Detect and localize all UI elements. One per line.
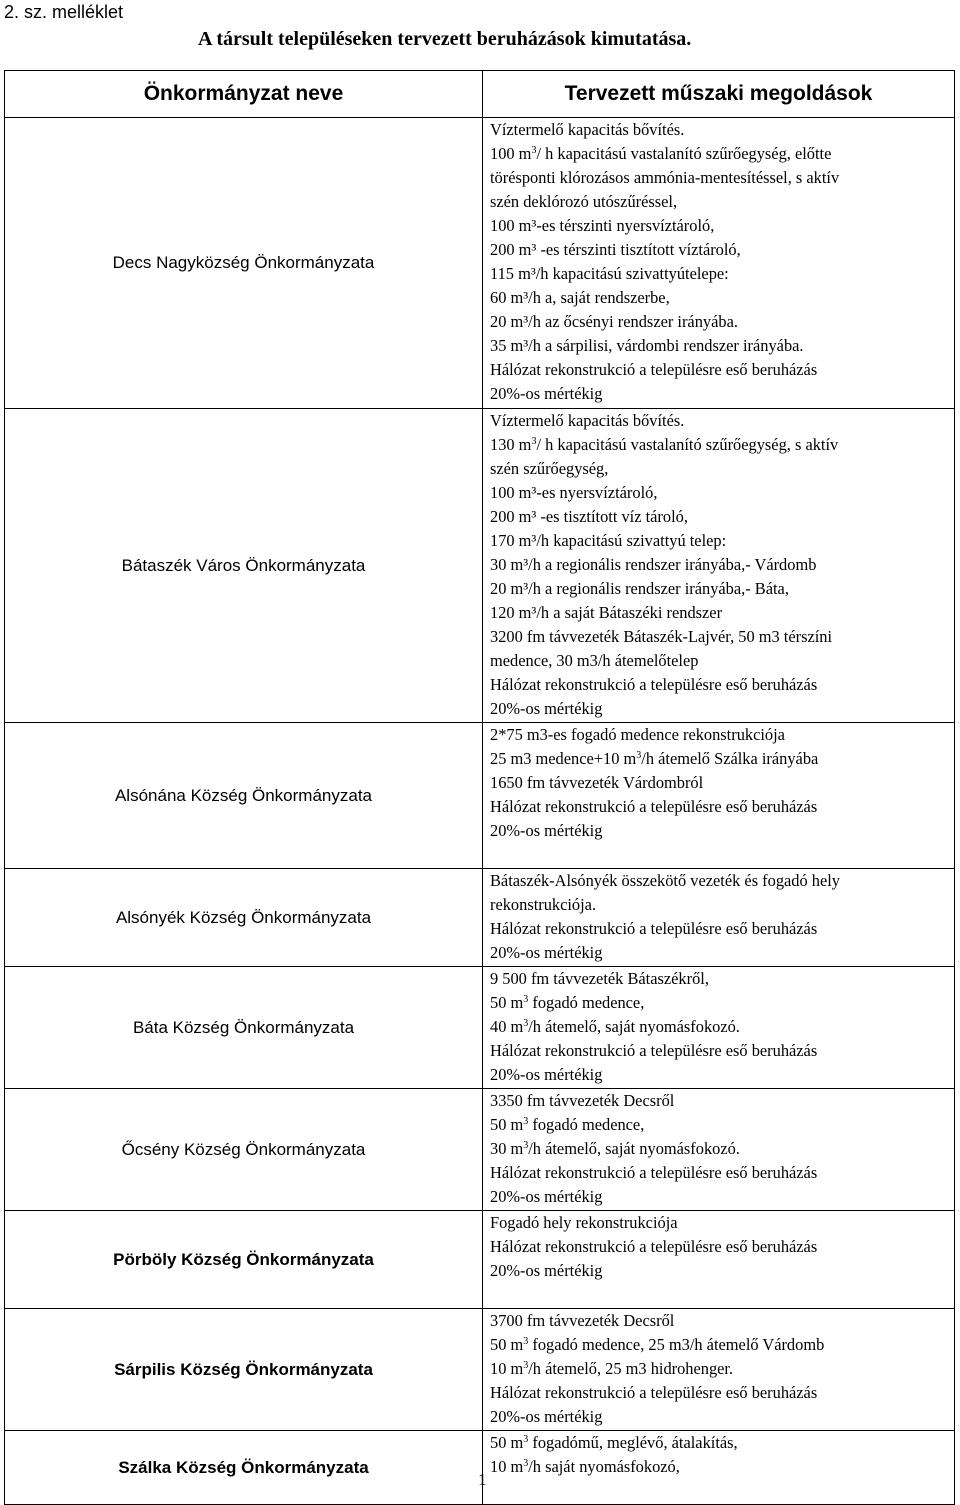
desc-line: 120 m³/h a saját Bátaszéki rendszer (490, 603, 723, 622)
desc-line: 60 m³/h a, saját rendszerbe, (490, 288, 670, 307)
desc-line: Hálózat rekonstrukció a településre eső beruházás (490, 1237, 818, 1256)
desc-line: 40 $m^3/h$ átemelő, saját nyomásfokozó. (490, 1017, 740, 1036)
solution-description (483, 723, 955, 869)
desc-line: 1650 fm távvezeték Várdombról (490, 773, 704, 792)
table-row (5, 409, 955, 723)
desc-line: 20%-os mértékig (490, 821, 603, 840)
desc-line: 50 $m^3$ fogadó medence, (490, 993, 645, 1012)
desc-line: 100 $m^3/$ h kapacitású vastalanító szűrőegység, előtte (490, 144, 832, 163)
desc-line: szén szűrőegység, (490, 459, 609, 478)
desc-line: 25 m3 medence+10 $m^3/h$ átemelő Szálka irányába (490, 749, 819, 768)
desc-line: 115 m³/h kapacitású szivattyútelepe: (490, 264, 729, 283)
solution-description (483, 409, 955, 723)
table-row (5, 1309, 955, 1431)
desc-line: 20%-os mértékig (490, 384, 603, 403)
desc-line: 130 $m^3/$ h kapacitású vastalanító szűrőegység, s aktív (490, 435, 839, 454)
municipality-name: Báta Község Önkormányzata (5, 967, 483, 1089)
desc-line: 3350 fm távvezeték Decsről (490, 1091, 675, 1110)
desc-line: 50 $m^3$ fogadó medence, (490, 1115, 645, 1134)
solution-description (483, 869, 955, 967)
desc-line: 20%-os mértékig (490, 1187, 603, 1206)
desc-line: Hálózat rekonstrukció a településre eső beruházás (490, 919, 818, 938)
desc-line: 30 m³/h a regionális rendszer irányába,- Várdomb (490, 555, 817, 574)
desc-line: rekonstrukciója. (490, 895, 597, 914)
desc-line: 50 $m^3$ fogadó medence, 25 m3/h átemelő Várdomb (490, 1335, 825, 1354)
desc-line: 3200 fm távvezeték Bátaszék-Lajvér, 50 m3 térszíni (490, 627, 833, 646)
solution-description (483, 1309, 955, 1431)
desc-line: Hálózat rekonstrukció a településre eső beruházás (490, 797, 818, 816)
municipality-name: Sárpilis Község Önkormányzata (5, 1309, 483, 1431)
desc-line: 10 $m^3/h$ átemelő, 25 m3 hidrohenger. (490, 1359, 734, 1378)
investment-table (4, 70, 955, 1505)
desc-line: 9 500 fm távvezeték Bátaszékről, (490, 969, 709, 988)
annex-label: 2. sz. melléklet (4, 2, 124, 22)
desc-line: 20%-os mértékig (490, 1407, 603, 1426)
desc-line: Bátaszék-Alsónyék összekötő vezeték és fogadó hely (490, 871, 841, 890)
desc-line: 30 $m^3/h$ átemelő, saját nyomásfokozó. (490, 1139, 740, 1158)
desc-line: 10 $m^3/h$ saját nyomásfokozó, (490, 1457, 680, 1476)
desc-line: Hálózat rekonstrukció a településre eső beruházás (490, 360, 818, 379)
table-row (5, 1431, 955, 1505)
municipality-name: Decs Nagyközség Önkormányzata (5, 118, 483, 409)
municipality-name: Pörböly Község Önkormányzata (5, 1211, 483, 1309)
desc-line: 200 m³ -es térszinti tisztított víztároló, (490, 240, 741, 259)
desc-line: Hálózat rekonstrukció a településre eső beruházás (490, 1383, 818, 1402)
desc-line: 100 m³-es nyersvíztároló, (490, 483, 658, 502)
desc-line: medence, 30 m3/h átemelőtelep (490, 651, 699, 670)
table-row (5, 1089, 955, 1211)
solution-description (483, 967, 955, 1089)
desc-line: 100 m³-es térszinti nyersvíztároló, (490, 216, 715, 235)
document-title: A társult településeken tervezett beruházások kimutatása. (198, 28, 692, 50)
municipality-name: Őcsény Község Önkormányzata (5, 1089, 483, 1211)
municipality-name: Alsónána Község Önkormányzata (5, 723, 483, 869)
desc-line: 20%-os mértékig (490, 1261, 603, 1280)
municipality-name: Alsónyék Község Önkormányzata (5, 869, 483, 967)
desc-line: Hálózat rekonstrukció a településre eső beruházás (490, 675, 818, 694)
desc-line: 170 m³/h kapacitású szivattyú telep: (490, 531, 727, 550)
desc-line: 50 $m^3$ fogadómű, meglévő, átalakítás, (490, 1433, 738, 1452)
desc-line: 20%-os mértékig (490, 943, 603, 962)
desc-line: Víztermelő kapacitás bővítés. (490, 120, 685, 139)
desc-line: törésponti klórozásos ammónia-mentesítéssel, s aktív (490, 168, 840, 187)
table-row (5, 967, 955, 1089)
table-row (5, 1211, 955, 1309)
municipality-name: Bátaszék Város Önkormányzata (5, 409, 483, 723)
desc-line: 20%-os mértékig (490, 699, 603, 718)
table-row (5, 118, 955, 409)
solution-description (483, 1211, 955, 1309)
page-number: 1 (478, 1470, 487, 1489)
desc-line: 20 m³/h az őcsényi rendszer irányába. (490, 312, 738, 331)
desc-line: 20 m³/h a regionális rendszer irányába,- Báta, (490, 579, 789, 598)
desc-line: 20%-os mértékig (490, 1065, 603, 1084)
municipality-name: Szálka Község Önkormányzata (5, 1431, 483, 1505)
desc-line: 3700 fm távvezeték Decsről (490, 1311, 675, 1330)
desc-line: 35 m³/h a sárpilisi, várdombi rendszer irányába. (490, 336, 804, 355)
desc-line: 200 m³ -es tisztított víz tároló, (490, 507, 688, 526)
desc-line: szén deklórozó utószűréssel, (490, 192, 678, 211)
table-header-row (5, 71, 955, 118)
desc-line: Víztermelő kapacitás bővítés. (490, 411, 685, 430)
column-header-name: Önkormányzat neve (5, 71, 483, 118)
solution-description (483, 1431, 955, 1505)
solution-description (483, 1089, 955, 1211)
column-header-solutions: Tervezett műszaki megoldások (483, 71, 955, 118)
desc-line: Hálózat rekonstrukció a településre eső beruházás (490, 1041, 818, 1060)
desc-line: Fogadó hely rekonstrukciója (490, 1213, 678, 1232)
table-row (5, 723, 955, 869)
desc-line: 2*75 m3-es fogadó medence rekonstrukciója (490, 725, 785, 744)
desc-line: Hálózat rekonstrukció a településre eső beruházás (490, 1163, 818, 1182)
table-row (5, 869, 955, 967)
solution-description (483, 118, 955, 409)
